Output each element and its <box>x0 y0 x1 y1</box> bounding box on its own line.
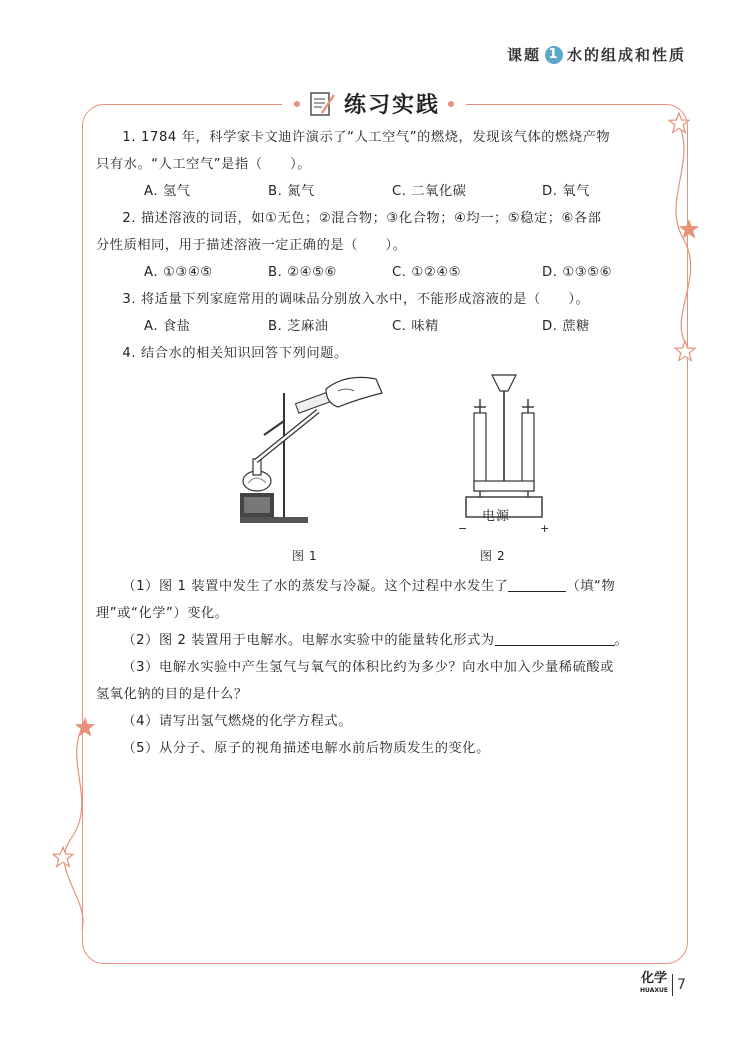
lesson-title: 水的组成和性质 <box>566 46 686 64</box>
sub-question-1-line-2: 理”或“化学”）变化。 <box>96 606 229 621</box>
power-source-label: 电源 <box>482 509 511 524</box>
section-banner <box>0 88 748 119</box>
sub-question-1-text: （1）图 1 装置中发生了水的蒸发与冷凝。这个过程中水发生了 <box>122 579 509 594</box>
figure-2-caption: 图 2 <box>480 549 506 563</box>
question-4-intro: 4. 结合水的相关知识回答下列问题。 <box>122 346 348 361</box>
banner-dot <box>294 101 300 107</box>
option-d: D. 氧气 <box>542 184 590 199</box>
question-3-options <box>96 313 676 340</box>
option-a: A. 氢气 <box>144 184 191 199</box>
sub-question-3-line-2: 氢氧化钠的目的是什么？ <box>96 687 248 702</box>
star-outline-icon <box>674 340 696 362</box>
question-2-line-1: 2. 描述溶液的词语，如①无色；②混合物；③化合物；④均一；⑤稳定；⑥各部 <box>122 211 602 226</box>
option-b: B. ②④⑤⑥ <box>268 265 337 280</box>
figures-row <box>96 367 676 573</box>
option-c: C. 二氧化碳 <box>392 184 467 199</box>
question-3-line-1: 3. 将适量下列家庭常用的调味品分别放入水中，不能形成溶液的是（ ）。 <box>122 292 590 307</box>
option-c: C. ①②④⑤ <box>392 265 462 280</box>
exercise-content <box>96 124 676 762</box>
question-1-line-2: 只有水。“人工空气”是指（ ）。 <box>96 157 312 172</box>
sub-question-1-tail: （填“物 <box>566 579 616 594</box>
sub-question-3-line-1: （3）电解水实验中产生氢气与氧气的体积比约为多少？向水中加入少量稀硫酸或 <box>122 660 614 675</box>
section-title: 练习实践 <box>343 93 440 118</box>
option-d: D. 蔗糖 <box>542 319 590 334</box>
option-c: C. 味精 <box>392 319 439 334</box>
option-d: D. ①③⑤⑥ <box>542 265 613 280</box>
figure-1-caption: 图 1 <box>292 549 318 563</box>
banner-dot <box>448 101 454 107</box>
page-number: 7 <box>676 977 686 993</box>
footer-divider <box>672 974 673 996</box>
question-1-options <box>96 178 676 205</box>
star-outline-icon <box>52 846 74 868</box>
option-a: A. 食盐 <box>144 319 191 334</box>
answer-blank-2[interactable] <box>495 629 615 646</box>
figure-1-evaporation-apparatus <box>226 373 386 533</box>
sub-question-2-text: （2）图 2 装置用于电解水。电解水实验中的能量转化形式为 <box>122 633 495 648</box>
option-b: B. 氮气 <box>268 184 315 199</box>
question-2-line-2: 分性质相同，用于描述溶液一定正确的是（ ）。 <box>96 238 407 253</box>
lesson-prefix: 课题 <box>506 46 541 64</box>
power-plus-sign: + <box>540 522 550 535</box>
notepad-pen-icon <box>308 89 336 119</box>
power-minus-sign: − <box>458 522 468 535</box>
sub-question-4: （4）请写出氢气燃烧的化学方程式。 <box>122 714 352 729</box>
sub-question-5: （5）从分子、原子的视角描述电解水前后物质发生的变化。 <box>122 741 490 756</box>
sub-question-2 <box>96 627 676 654</box>
star-filled-icon <box>74 716 96 738</box>
option-b: B. 芝麻油 <box>268 319 329 334</box>
sub-question-2-tail: 。 <box>614 633 629 648</box>
subject-logo <box>640 973 668 997</box>
question-1-line-1: 1. 1784 年，科学家卡文迪许演示了“人工空气”的燃烧，发现该气体的燃烧产物 <box>122 130 611 145</box>
subject-pinyin: HUAXUE <box>640 987 668 994</box>
answer-blank-1[interactable] <box>508 575 566 592</box>
option-a: A. ①③④⑤ <box>144 265 213 280</box>
question-2-options <box>96 259 676 286</box>
sub-question-1 <box>96 573 676 600</box>
page-footer <box>640 973 686 997</box>
subject-name: 化学 <box>640 971 667 986</box>
lesson-number-badge: 1 <box>545 46 563 64</box>
star-filled-icon <box>678 218 700 240</box>
